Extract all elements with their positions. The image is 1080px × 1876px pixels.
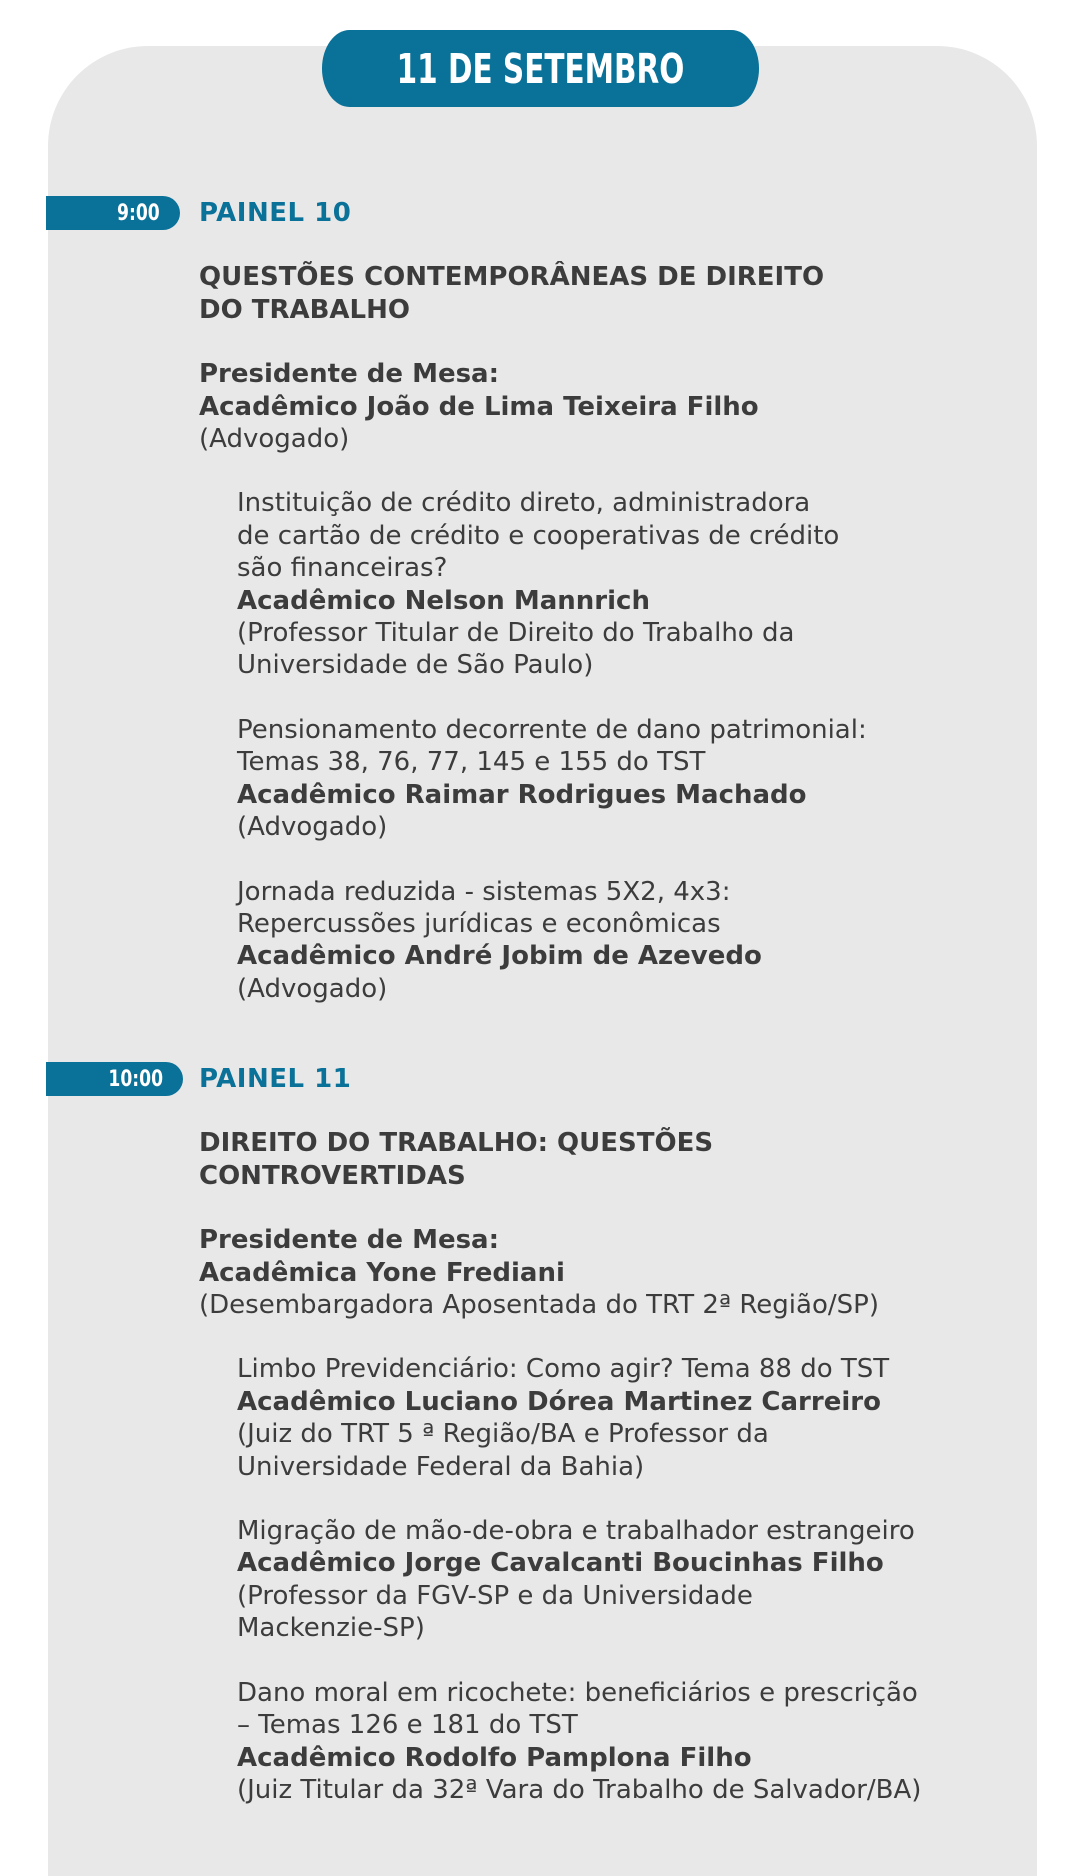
talk-topic: Migração de mão-de-obra e trabalhador estrangeiro: [237, 1516, 915, 1547]
talk-speaker: Acadêmico André Jobim de Azevedo: [237, 941, 762, 972]
president-role: (Advogado): [199, 424, 350, 455]
time-label: 9:00: [117, 200, 160, 226]
panel-label: PAINEL 11: [199, 1064, 352, 1094]
date-header: 11 DE SETEMBRO: [322, 30, 759, 107]
talk-topic: Jornada reduzida - sistemas 5X2, 4x3: Repercussões jurídicas e econômicas: [237, 876, 731, 939]
talk-affiliation: (Professor Titular de Direito do Trabalho da Universidade de São Paulo): [237, 618, 795, 681]
talk-speaker: Acadêmico Raimar Rodrigues Machado: [237, 779, 807, 810]
talk-topic: Instituição de crédito direto, administradora de cartão de crédito e cooperativas de crédito são financeiras?: [237, 488, 840, 584]
talk-item: [237, 714, 1019, 844]
panel-title: QUESTÕES CONTEMPORÂNEAS DE DIREITO DO TRABALHO: [199, 262, 825, 325]
talk-topic: Pensionamento decorrente de dano patrimonial: Temas 38, 76, 77, 145 e 155 do TST: [237, 714, 867, 778]
talk-item: [237, 1515, 1019, 1645]
president-name: Acadêmica Yone Frediani: [199, 1257, 565, 1288]
panel-11: [199, 1063, 1019, 1806]
talk-affiliation: (Juiz do TRT 5 ª Região/BA e Professor da Universidade Federal da Bahia): [237, 1419, 769, 1482]
talk-item: [237, 1353, 1019, 1483]
president-label: Presidente de Mesa:: [199, 1225, 499, 1256]
time-badge-panel-10: [46, 196, 180, 230]
president-block: [199, 358, 1019, 455]
talk-affiliation: (Advogado): [237, 812, 388, 843]
talk-affiliation: (Juiz Titular da 32ª Vara do Trabalho de Salvador/BA): [237, 1774, 922, 1805]
talk-item: [237, 1677, 1019, 1807]
panel-label: PAINEL 10: [199, 198, 352, 228]
talk-item: [237, 487, 1019, 681]
talk-speaker: Acadêmico Nelson Mannrich: [237, 585, 650, 616]
talk-speaker: Acadêmico Rodolfo Pamplona Filho: [237, 1742, 752, 1773]
panel-10: [199, 197, 1019, 1005]
talk-topic: Dano moral em ricochete: beneficiários e prescrição – Temas 126 e 181 do TST: [237, 1677, 918, 1741]
president-name: Acadêmico João de Lima Teixeira Filho: [199, 391, 759, 422]
president-label: Presidente de Mesa:: [199, 359, 499, 390]
time-badge-panel-11: [46, 1062, 183, 1096]
time-label: 10:00: [108, 1066, 163, 1092]
talk-speaker: Acadêmico Luciano Dórea Martinez Carreiro: [237, 1386, 881, 1417]
president-role: (Desembargadora Aposentada do TRT 2ª Região/SP): [199, 1290, 879, 1321]
talk-speaker: Acadêmico Jorge Cavalcanti Boucinhas Filho: [237, 1548, 884, 1579]
panel-title: DIREITO DO TRABALHO: QUESTÕES CONTROVERTIDAS: [199, 1128, 714, 1191]
talk-affiliation: (Professor da FGV-SP e da Universidade Mackenzie-SP): [237, 1580, 753, 1644]
talk-topic: Limbo Previdenciário: Como agir? Tema 88 do TST: [237, 1354, 890, 1385]
talk-item: [237, 876, 1019, 1006]
talk-affiliation: (Advogado): [237, 973, 388, 1004]
president-block: [199, 1224, 1019, 1321]
